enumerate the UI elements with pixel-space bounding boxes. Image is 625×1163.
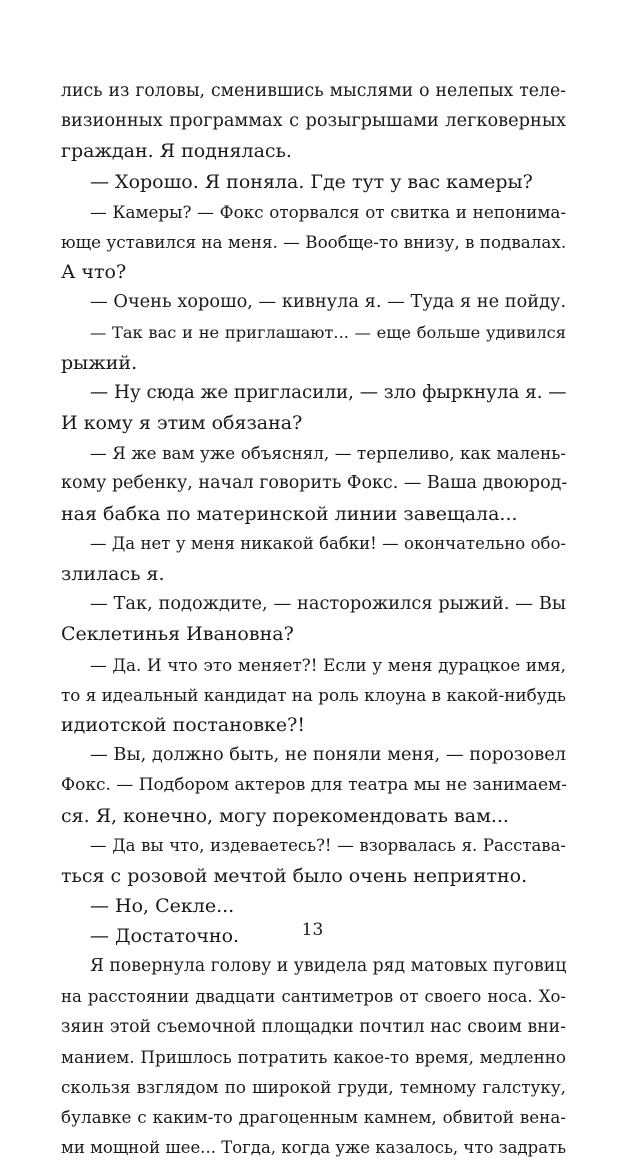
text-line: граждан. Я поднялась. <box>61 140 292 163</box>
text-line: Я повернула голову и увидела ряд матовых пуговиц <box>90 956 567 977</box>
text-line: злилась я. <box>61 563 165 585</box>
text-line: идиотской постановке?! <box>61 713 305 736</box>
text-line: ся. Я, конечно, могу порекомендовать вам... <box>61 804 509 827</box>
page-number: 13 <box>301 920 324 940</box>
text-line: — Ну сюда же пригласили, — зло фыркнула я. — <box>90 381 567 403</box>
text-line: скользя взглядом по широкой груди, темному галстуку, <box>61 1077 566 1098</box>
text-line: зяин этой съемочной площадки почтил нас своим вни- <box>61 1016 566 1037</box>
text-line: — Да. И что это меняет?! Если у меня дурацкое имя, <box>90 654 566 675</box>
text-line: ная бабка по материнской линии завещала... <box>61 502 518 525</box>
text-line: — Да нет у меня никакой бабки! — окончательно обо- <box>90 533 566 553</box>
text-line: визионных программах с розыгрышами легковерных <box>61 111 566 132</box>
text-line: — Вы, должно быть, не поняли меня, — порозовел <box>90 745 566 766</box>
text-line: — Но, Секле... <box>90 895 235 918</box>
text-line: — Очень хорошо, — кивнула я. — Туда я не пойду. <box>90 292 567 313</box>
text-line: Фокс. — Подбором актеров для театра мы не занимаем- <box>61 775 567 796</box>
text-line: ми мощной шее... Тогда, когда уже казалось, что задрать <box>61 1137 567 1157</box>
text-line: Секлетинья Ивановна? <box>61 623 294 646</box>
text-line: булавке с каким-то драгоценным камнем, обвитой вена- <box>61 1107 566 1128</box>
text-line: то я идеальный кандидат на роль клоуна в какой-нибудь <box>61 684 566 705</box>
text-line: — Да вы что, издеваетесь?! — взорвалась я. Расстава- <box>90 835 566 855</box>
text-line: рыжий. <box>61 351 138 374</box>
text-line: — Так вас и не приглашают... — еще больше удивился <box>90 322 566 342</box>
text-line: И кому я этим обязана? <box>61 412 303 435</box>
text-line: на расстоянии двадцати сантиметров от своего носа. Хо- <box>61 986 566 1006</box>
text-line: — Так, подождите, — насторожился рыжий. — Вы <box>90 594 566 615</box>
text-line: А что? <box>61 261 127 284</box>
page-text <box>61 76 566 1163</box>
text-line: — Камеры? — Фокс оторвался от свитка и непонима- <box>90 201 566 222</box>
text-line: ться с розовой мечтой было очень неприятно. <box>61 864 528 887</box>
text-line: лись из головы, сменившись мыслями о нелепых теле- <box>61 81 566 101</box>
text-line: манием. Пришлось потратить какое-то время, медленно <box>61 1047 566 1067</box>
text-line: юще уставился на меня. — Вообще-то внизу, в подвалах. <box>61 231 567 252</box>
text-line: — Я же вам уже объяснял, — терпеливо, как малень- <box>90 443 566 464</box>
text-line: — Достаточно. <box>90 925 240 948</box>
text-line: кому ребенку, начал говорить Фокс. — Ваша двоюрод- <box>61 473 568 494</box>
text-line: — Хорошо. Я поняла. Где тут у вас камеры? <box>90 170 533 193</box>
